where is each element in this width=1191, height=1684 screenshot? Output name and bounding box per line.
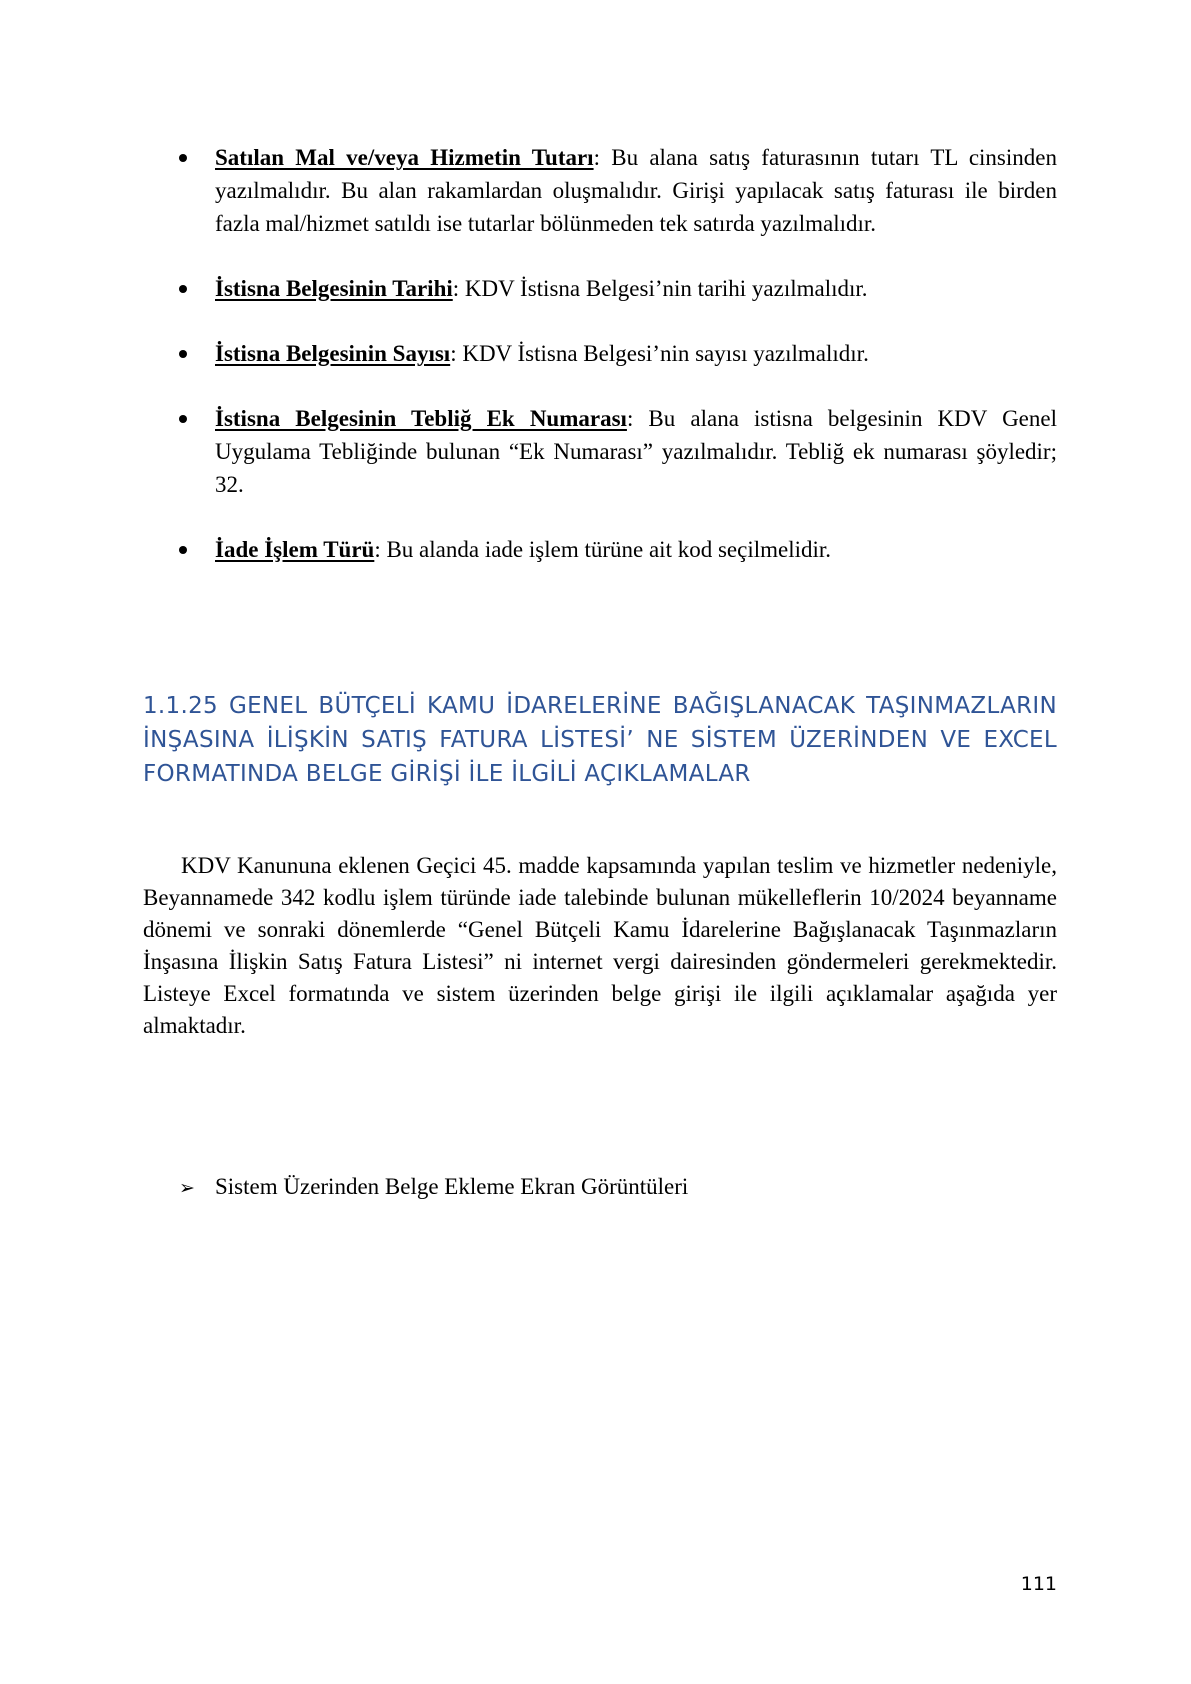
bullet-icon [179,285,187,293]
page-number: 111 [1020,1573,1057,1595]
list-item [215,141,1057,240]
field-description: : Bu alanda iade işlem türüne ait kod seçilmelidir. [374,537,832,562]
list-item [215,402,1057,501]
field-description: : KDV İstisna Belgesi’nin sayısı yazılmalıdır. [450,341,869,366]
section-heading: 1.1.25 GENEL BÜTÇELİ KAMU İDARELERİNE BAĞIŞLANACAK TAŞINMAZLARIN İNŞASINA İLİŞKİN SATIŞ FATURA LİSTESİ’ NE SİSTEM ÜZERİNDEN VE EXCEL FORMATINDA BELGE GİRİŞİ İLE İLGİLİ AÇIKLAMALAR [143,693,1057,787]
bullet-icon [179,415,187,423]
field-term: İstisna Belgesinin Sayısı [215,341,451,366]
field-description: : Bu alana satış faturasının tutarı TL cinsinden yazılmalıdır. Bu alan rakamlardan oluşmalıdır. Girişi yapılacak satış faturası ile birden fazla mal/hizmet satıldı ise tutarlar bölünmeden tek satırda yazılmalıdır. [215,145,1057,236]
bullet-icon [179,350,187,358]
list-item [215,337,1057,370]
arrow-bullet-icon: ➢ [179,1177,195,1199]
field-description: : KDV İstisna Belgesi’nin tarihi yazılmalıdır. [452,276,868,301]
arrow-list-item-label: Sistem Üzerinden Belge Ekleme Ekran Görüntüleri [215,1174,689,1199]
arrow-list-item [179,1170,688,1205]
field-term: Satılan Mal ve/veya Hizmetin Tutarı [215,145,594,170]
bullet-icon [179,546,187,554]
body-paragraph: KDV Kanununa eklenen Geçici 45. madde kapsamında yapılan teslim ve hizmetler nedeniyle, Beyannamede 342 kodlu işlem türünde iade talebinde bulunan mükelleflerin 10/2024 beyanname dönemi ve sonraki dönemlerde “Genel Bütçeli Kamu İdarelerine Bağışlanacak Taşınmazların İnşasına İlişkin Satış Fatura Listesi” ni internet vergi dairesinden göndermeleri gerekmektedir. Listeye Excel formatında ve sistem üzerinden belge girişi ile ilgili açıklamalar aşağıda yer almaktadır. [143,853,1057,1038]
field-term: İade İşlem Türü [215,537,375,562]
field-description-list [215,141,1057,598]
list-item [215,272,1057,305]
field-description: : Bu alana istisna belgesinin KDV Genel Uygulama Tebliğinde bulunan “Ek Numarası” yazılmalıdır. Tebliğ ek numarası şöyledir; 32. [215,406,1057,497]
bullet-icon [179,154,187,162]
list-item [215,533,1057,566]
field-term: İstisna Belgesinin Tebliğ Ek Numarası [215,406,627,431]
field-term: İstisna Belgesinin Tarihi [215,276,453,301]
